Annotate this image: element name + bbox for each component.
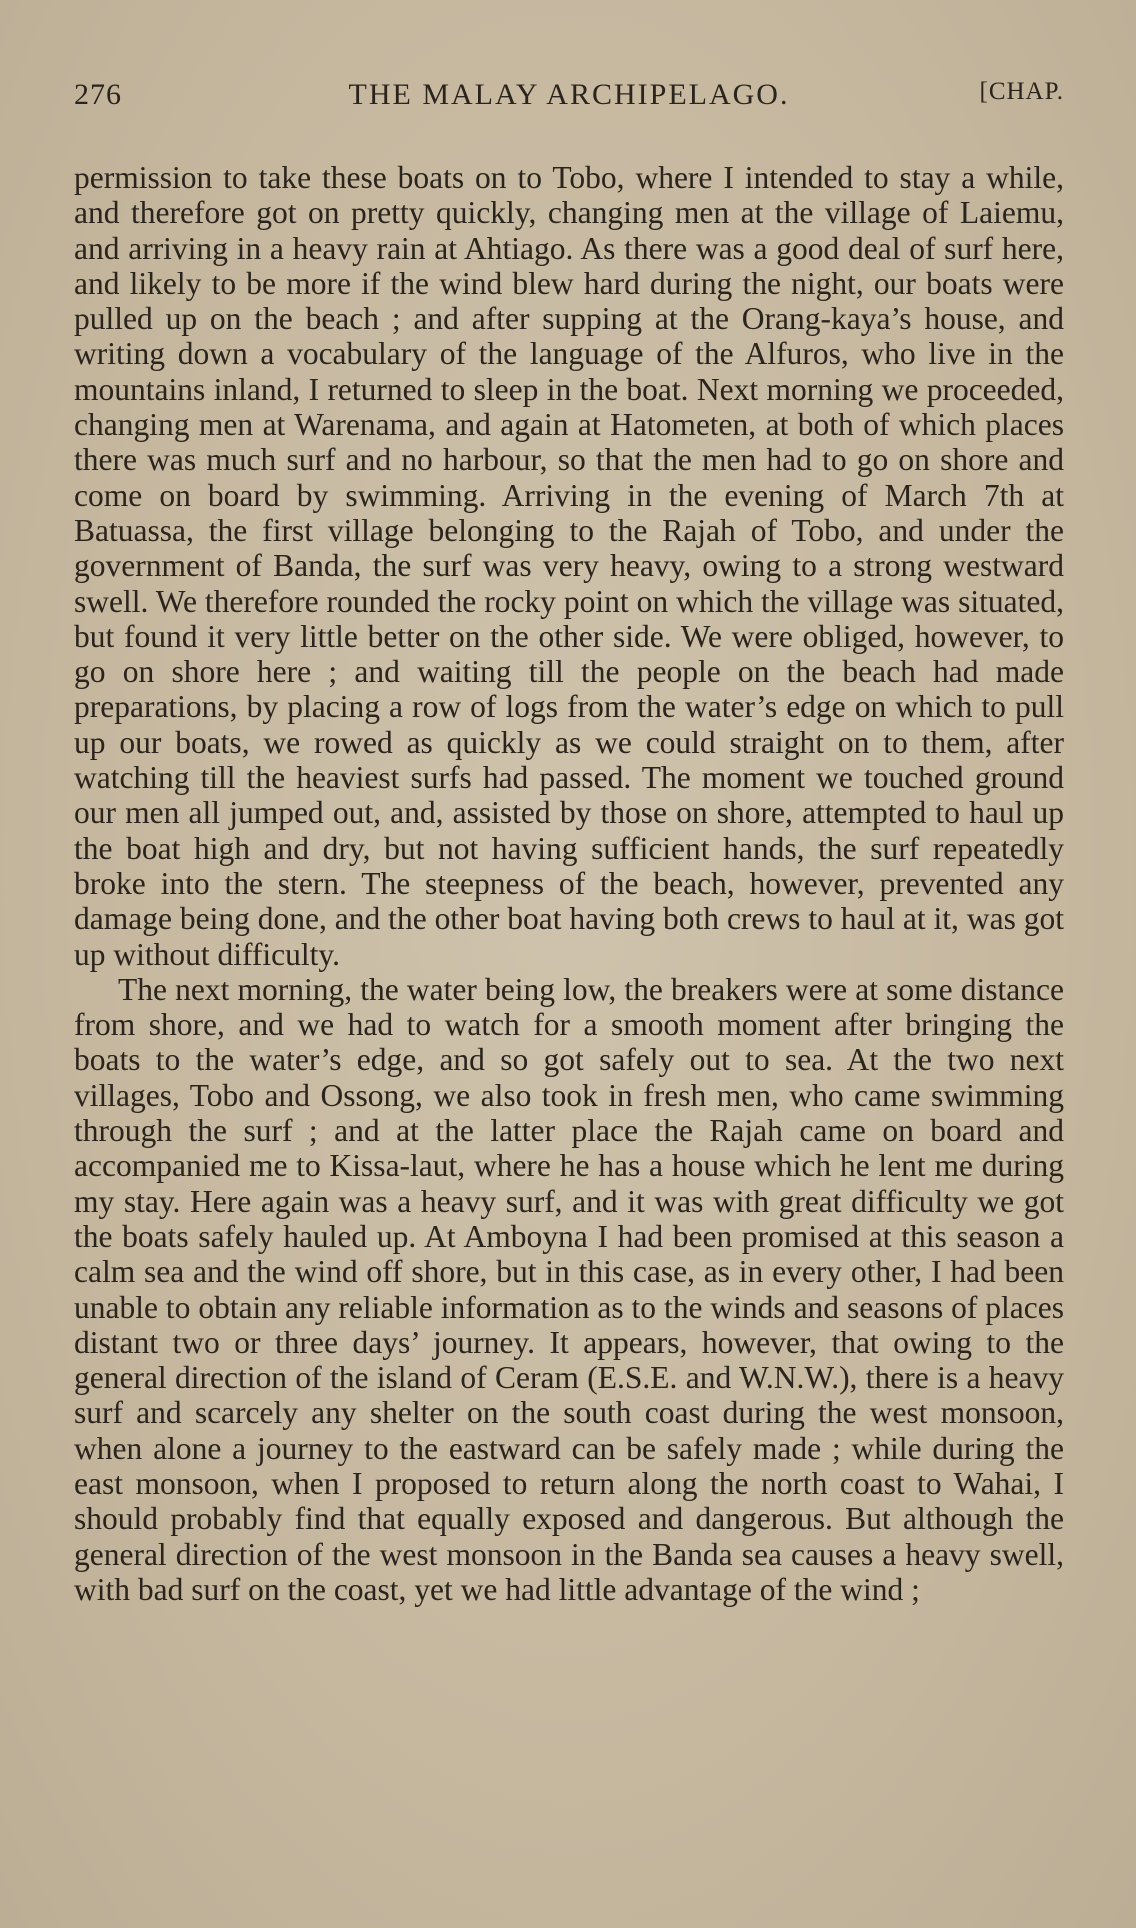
- page-number: 276: [74, 78, 122, 111]
- page-header: [74, 78, 1064, 122]
- paragraph: The next morning, the water being low, the breakers were at some distance from shore, and we had to watch for a smooth moment after bringing the boats to the water’s edge, and so got safely out to sea. At the two next villages, Tobo and Ossong, we also took in fresh men, who came swimming through the surf ; and at the latter place the Rajah came on board and accompanied me to Kissa-laut, where he has a house which he lent me during my stay. Here again was a heavy surf, and it was with great difficulty we got the boats safely hauled up. At Amboyna I had been promised at this season a calm sea and the wind off shore, but in this case, as in every other, I had been unable to obtain any reliable information as to the winds and seasons of places distant two or three days’ journey. It appears, however, that owing to the general direction of the island of Ceram (E.S.E. and W.N.W.), there is a heavy surf and scarcely any shelter on the south coast during the west monsoon, when alone a journey to the eastward can be safely made ; while during the east monsoon, when I proposed to return along the north coast to Wahai, I should probably find that equally exposed and dangerous. But although the general direction of the west monsoon in the Banda sea causes a heavy swell, with bad surf on the coast, yet we had little advantage of the wind ;: [74, 971, 1064, 1607]
- running-title: THE MALAY ARCHIPELAGO.: [348, 78, 790, 111]
- page-body: [74, 160, 1064, 1607]
- paragraph-continued: permission to take these boats on to Tobo, where I intended to stay a while, and therefore got on pretty quickly, changing men at the village of Laiemu, and arriving in a heavy rain at Ahtiago. As there was a good deal of surf here, and likely to be more if the wind blew hard during the night, our boats were pulled up on the beach ; and after supping at the Orang-kaya’s house, and writing down a vocabulary of the language of the Alfuros, who live in the mountains inland, I returned to sleep in the boat. Next morning we proceeded, changing men at Warenama, and again at Hatometen, at both of which places there was much surf and no harbour, so that the men had to go on shore and come on board by swimming. Arriving in the evening of March 7th at Batuassa, the first village belonging to the Rajah of Tobo, and under the government of Banda, the surf was very heavy, owing to a strong westward swell. We therefore rounded the rocky point on which the village was situated, but found it very little better on the other side. We were obliged, however, to go on shore here ; and waiting till the people on the beach had made preparations, by placing a row of logs from the water’s edge on which to pull up our boats, we rowed as quickly as we could straight on to them, after watching till the heaviest surfs had passed. The moment we touched ground our men all jumped out, and, assisted by those on shore, attempted to haul up the boat high and dry, but not having sufficient hands, the surf repeatedly broke into the stern. The steepness of the beach, however, prevented any damage being done, and the other boat having both crews to haul at it, was got up without difficulty.: [74, 160, 1064, 972]
- chapter-mark: [CHAP.: [979, 78, 1064, 105]
